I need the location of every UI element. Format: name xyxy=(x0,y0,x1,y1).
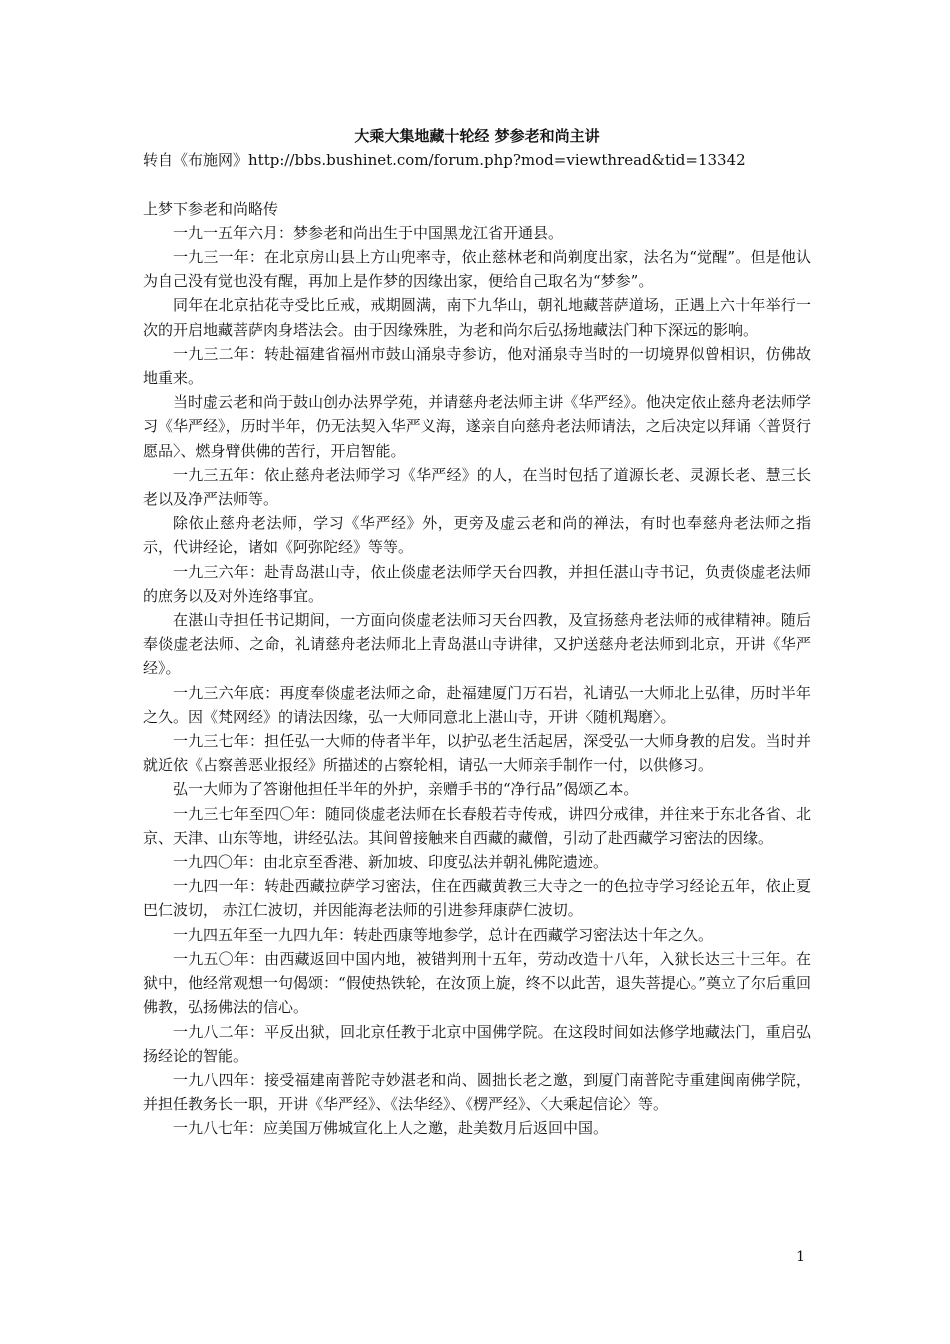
source-line: 转自《布施网》http://bbs.bushinet.com/forum.php?mod=viewthread&tid=13342 xyxy=(143,151,746,170)
paragraph-zhanshan: 在湛山寺担任书记期间，一方面向倓虚老法师习天台四教，及宣扬慈舟老法师的戒律精神。随后奉倓虚老法师、之命，礼请慈舟老法师北上青岛湛山寺讲律，又护送慈舟老法师到北京，开讲《华严经》。 xyxy=(143,611,811,678)
blank-line xyxy=(143,172,811,196)
paragraph-1915: 一九一五年六月：梦参老和尚出生于中国黑龙江省开通县。 xyxy=(173,223,564,242)
paragraph-1931: 一九三一年：在北京房山县上方山兜率寺，依止慈林老和尚剃度出家，法名为“觉醒”。但是他认为自己没有觉也没有醒，再加上是作梦的因缘出家，便给自己取名为“梦参”。 xyxy=(143,248,811,291)
paragraph-1936-end: 一九三六年底：再度奉倓虚老法师之命，赴福建厦门万石岩，礼请弘一大师北上弘律，历时半年之久。因《梵网经》的请法因缘，弘一大师同意北上湛山寺，开讲〈随机羯磨〉。 xyxy=(143,683,811,726)
paragraph-avatamsaka: 当时虚云老和尚于鼓山创办法界学苑，并请慈舟老法师主讲《华严经》。他决定依止慈舟老法师学习《华严经》，历时半年，仍无法契入华严义海，遂亲自向慈舟老法师请法，之后决定以拜诵〈普贤行愿品〉、燃身臂供佛的苦行，开启智能。 xyxy=(143,393,811,460)
paragraph-1935: 一九三五年：依止慈舟老法师学习《华严经》的人，在当时包括了道源长老、灵源长老、慧三长老以及净严法师等。 xyxy=(143,465,811,509)
paragraph-1937-1940: 一九三七年至四〇年：随同倓虚老法师在长春般若寺传戒，讲四分戒律，并往来于东北各省、北京、天津、山东等地，讲经弘法。其间曾接触来自西藏的藏僧，引动了赴西藏学习密法的因缘。 xyxy=(143,804,811,847)
section-heading: 上梦下参老和尚略传 xyxy=(143,199,279,218)
paragraph-1987: 一九八七年：应美国万佛城宣化上人之邀，赴美数月后返回中国。 xyxy=(173,1119,609,1138)
paragraph-1982: 一九八二年：平反出狱，回北京任教于北京中国佛学院。在这段时间如法修学地藏法门，重启弘扬经论的智能。 xyxy=(143,1022,811,1065)
paragraph-1945-1949: 一九四五年至一九四九年：转赴西康等地参学，总计在西藏学习密法达十年之久。 xyxy=(173,925,714,944)
document-title: 大乘大集地藏十轮经 梦参老和尚主讲 xyxy=(354,127,600,145)
paragraph-1932: 一九三二年：转赴福建省福州市鼓山涌泉寺参访，他对涌泉寺当时的一切境界似曾相识，仿佛故地重来。 xyxy=(143,344,811,388)
document-body xyxy=(143,124,811,1141)
paragraph-1940: 一九四〇年：由北京至香港、新加坡、印度弘法并朝礼佛陀遗迹。 xyxy=(173,853,609,872)
paragraph-1937: 一九三七年：担任弘一大师的侍者半年，以护弘老生活起居，深受弘一大师身教的启发。当时并就近依《占察善恶业报经》所描述的占察轮相，请弘一大师亲手制作一付，以供修习。 xyxy=(143,732,811,775)
page-number: 1 xyxy=(796,1249,805,1265)
paragraph-1941: 一九四一年：转赴西藏拉萨学习密法，住在西藏黄教三大寺之一的色拉寺学习经论五年，依止夏巴仁波切， 赤江仁波切，并因能海老法师的引进参拜康萨仁波切。 xyxy=(143,877,811,920)
paragraph-1984: 一九八四年：接受福建南普陀寺妙湛老和尚、圆拙长老之邀，到厦门南普陀寺重建闽南佛学院，并担任教务长一职，开讲《华严经》、《法华经》、《楞严经》、〈大乘起信论〉等。 xyxy=(143,1070,811,1114)
paragraph-hongyi-gift: 弘一大师为了答谢他担任半年的外护，亲赠手书的“净行品”偈颂乙本。 xyxy=(173,780,639,799)
paragraph-1950: 一九五〇年：由西藏返回中国内地，被错判刑十五年，劳动改造十八年，入狱长达三十三年。在狱中，他经常观想一句偈颂：“假使热铁轮，在汝顶上旋，终不以此苦，退失菩提心。”奠立了尔后重回佛教，弘扬佛法的信心。 xyxy=(143,949,811,1017)
paragraph-besides: 除依止慈舟老法师，学习《华严经》外，更旁及虚云老和尚的禅法，有时也奉慈舟老法师之指示，代讲经论，诸如《阿弥陀经》等等。 xyxy=(143,514,811,557)
paragraph-1936: 一九三六年：赴青岛湛山寺，依止倓虚老法师学天台四教，并担任湛山寺书记，负责倓虚老法师的庶务以及对外连络事宜。 xyxy=(143,562,811,605)
paragraph-precepts: 同年在北京拈花寺受比丘戒，戒期圆满，南下九华山，朝礼地藏菩萨道场，正遇上六十年举行一次的开启地藏菩萨肉身塔法会。由于因缘殊胜，为老和尚尔后弘扬地藏法门种下深远的影响。 xyxy=(143,296,811,339)
